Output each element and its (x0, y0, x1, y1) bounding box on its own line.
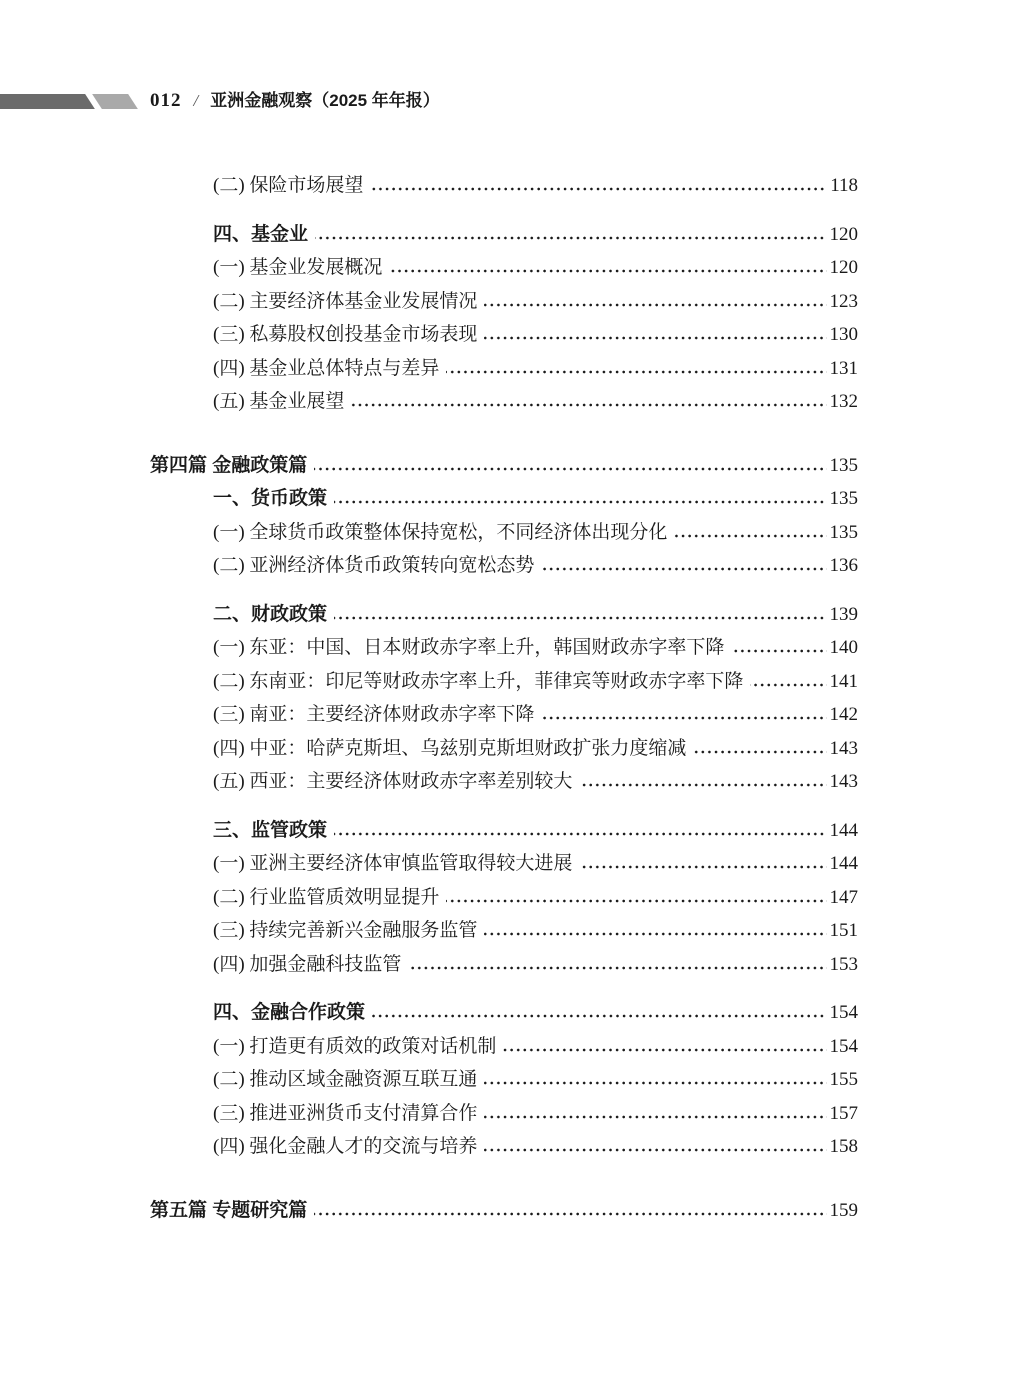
toc-row (150, 631, 858, 665)
toc-entry-label: (三) 持续完善新兴金融服务监管 (213, 920, 478, 941)
toc-entry-label: (五) 基金业展望 (213, 391, 345, 412)
toc-page-number: 118 (830, 175, 858, 196)
toc-page-number: 143 (829, 771, 858, 792)
toc-entry-label: (一) 全球货币政策整体保持宽松，不同经济体出现分化 (213, 521, 668, 543)
toc-entry-label: 第五篇 专题研究篇 (150, 1199, 308, 1221)
dotted-leader (579, 865, 826, 869)
dotted-leader (314, 467, 826, 471)
dotted-leader (731, 649, 826, 653)
toc-entry-label: 三、监管政策 (213, 819, 328, 841)
dotted-leader (389, 269, 826, 273)
dotted-leader (579, 783, 826, 787)
dotted-leader (334, 500, 826, 504)
dotted-leader (674, 534, 826, 538)
toc-row (150, 285, 858, 319)
toc-row (150, 385, 858, 419)
header-bar-light-icon (92, 94, 138, 109)
dotted-leader (372, 1014, 826, 1018)
dotted-leader (541, 567, 826, 571)
toc-row (150, 1194, 858, 1228)
toc-row (150, 698, 858, 732)
toc-entry-label: (一) 打造更有质效的政策对话机制 (213, 1035, 497, 1057)
toc-row (150, 251, 858, 285)
toc-row (150, 598, 858, 632)
dotted-leader (484, 1115, 826, 1119)
toc-page-number: 141 (829, 670, 858, 692)
dotted-leader (484, 303, 826, 307)
toc-row (150, 482, 858, 516)
toc-page-number: 143 (829, 737, 858, 759)
dotted-leader (314, 1212, 826, 1216)
toc-row (150, 516, 858, 550)
toc-entry-label: (三) 南亚：主要经济体财政赤字率下降 (213, 704, 535, 725)
toc-row (150, 948, 858, 982)
toc-page-number: 135 (829, 488, 858, 509)
toc-entry-label: (三) 私募股权创投基金市场表现 (213, 324, 478, 345)
dotted-leader (484, 1148, 826, 1152)
toc-page-number: 147 (829, 886, 858, 908)
toc-page-number: 139 (829, 603, 858, 625)
dotted-leader (503, 1048, 826, 1052)
toc-row (150, 169, 858, 203)
dotted-leader (693, 750, 826, 754)
toc-entry-label: (二) 主要经济体基金业发展情况 (213, 290, 478, 312)
toc-row (150, 352, 858, 386)
header-page-number: 012 (150, 90, 182, 111)
toc-page-number: 132 (829, 391, 858, 412)
toc-entry-label: 第四篇 金融政策篇 (150, 454, 308, 476)
toc-page-number: 140 (829, 637, 858, 658)
toc-row (150, 449, 858, 483)
running-header (150, 88, 440, 114)
dotted-leader (446, 899, 826, 903)
toc-row (150, 1130, 858, 1164)
dotted-leader (541, 716, 826, 720)
toc-row (150, 1030, 858, 1064)
toc-page-number: 158 (829, 1136, 858, 1157)
toc-entry-label: (二) 亚洲经济体货币政策转向宽松态势 (213, 555, 535, 576)
toc-entry-label: (五) 西亚：主要经济体财政赤字率差别较大 (213, 771, 573, 792)
header-separator: / (193, 91, 199, 110)
dotted-leader (484, 932, 826, 936)
toc-page-number: 131 (829, 357, 858, 379)
toc-entry-label: (一) 东亚：中国、日本财政赤字率上升，韩国财政赤字率下降 (213, 637, 725, 658)
toc-entry-label: (四) 强化金融人才的交流与培养 (213, 1136, 478, 1157)
toc-page-number: 157 (829, 1102, 858, 1124)
dotted-leader (408, 966, 826, 970)
toc-entry-label: (四) 加强金融科技监管 (213, 953, 402, 975)
toc-entry-label: (二) 东南亚：印尼等财政赤字率上升，菲律宾等财政赤字率下降 (213, 670, 744, 692)
toc-page-number: 123 (829, 290, 858, 312)
toc-entry-label: (三) 推进亚洲货币支付清算合作 (213, 1102, 478, 1124)
toc-entry-label: 二、财政政策 (213, 603, 328, 625)
toc-row (150, 996, 858, 1030)
toc-row (150, 814, 858, 848)
toc-page-number: 120 (829, 223, 858, 245)
toc-row (150, 765, 858, 799)
toc-entry-label: (一) 基金业发展概况 (213, 257, 383, 278)
toc-row (150, 1097, 858, 1131)
dotted-leader (484, 336, 826, 340)
toc-row (150, 881, 858, 915)
toc-row (150, 914, 858, 948)
dotted-leader (750, 683, 826, 687)
dotted-leader (334, 832, 826, 836)
toc-row (150, 732, 858, 766)
toc-page-number: 130 (829, 324, 858, 345)
toc-page-number: 136 (829, 555, 858, 576)
dotted-leader (484, 1081, 826, 1085)
toc-row (150, 318, 858, 352)
toc-entry-label: (一) 亚洲主要经济体审慎监管取得较大进展 (213, 853, 573, 874)
toc-page-number: 154 (829, 1035, 858, 1057)
toc-entry-label: (二) 行业监管质效明显提升 (213, 886, 440, 908)
toc-page-number: 154 (829, 1002, 858, 1023)
toc-page-number: 155 (829, 1069, 858, 1090)
toc-entry-label: 四、基金业 (213, 223, 309, 245)
toc-page-number: 135 (829, 454, 858, 476)
toc-entry-label: 一、货币政策 (213, 488, 328, 509)
toc-page-number: 142 (829, 704, 858, 725)
toc-entry-label: (二) 推动区域金融资源互联互通 (213, 1069, 478, 1090)
toc-row (150, 549, 858, 583)
header-decoration (0, 94, 150, 109)
toc-page-number: 144 (829, 819, 858, 841)
toc-page-number: 135 (829, 521, 858, 543)
table-of-contents (150, 169, 858, 1227)
toc-page-number: 151 (829, 920, 858, 941)
toc-entry-label: (四) 中亚：哈萨克斯坦、乌兹别克斯坦财政扩张力度缩减 (213, 737, 687, 759)
toc-page-number: 120 (829, 257, 858, 278)
toc-entry-label: 四、金融合作政策 (213, 1002, 366, 1023)
header-bar-dark-icon (0, 94, 95, 109)
dotted-leader (315, 236, 826, 240)
toc-entry-label: (四) 基金业总体特点与差异 (213, 357, 440, 379)
toc-entry-label: (二) 保险市场展望 (213, 175, 364, 196)
toc-row (150, 1063, 858, 1097)
toc-page-number: 159 (829, 1199, 858, 1221)
dotted-leader (351, 403, 826, 407)
toc-row (150, 665, 858, 699)
dotted-leader (370, 187, 827, 191)
toc-row (150, 847, 858, 881)
dotted-leader (446, 370, 826, 374)
toc-row (150, 218, 858, 252)
toc-page-number: 144 (829, 853, 858, 874)
dotted-leader (334, 616, 826, 620)
header-title: 亚洲金融观察（2025 年年报） (210, 91, 440, 110)
toc-page-number: 153 (829, 953, 858, 975)
